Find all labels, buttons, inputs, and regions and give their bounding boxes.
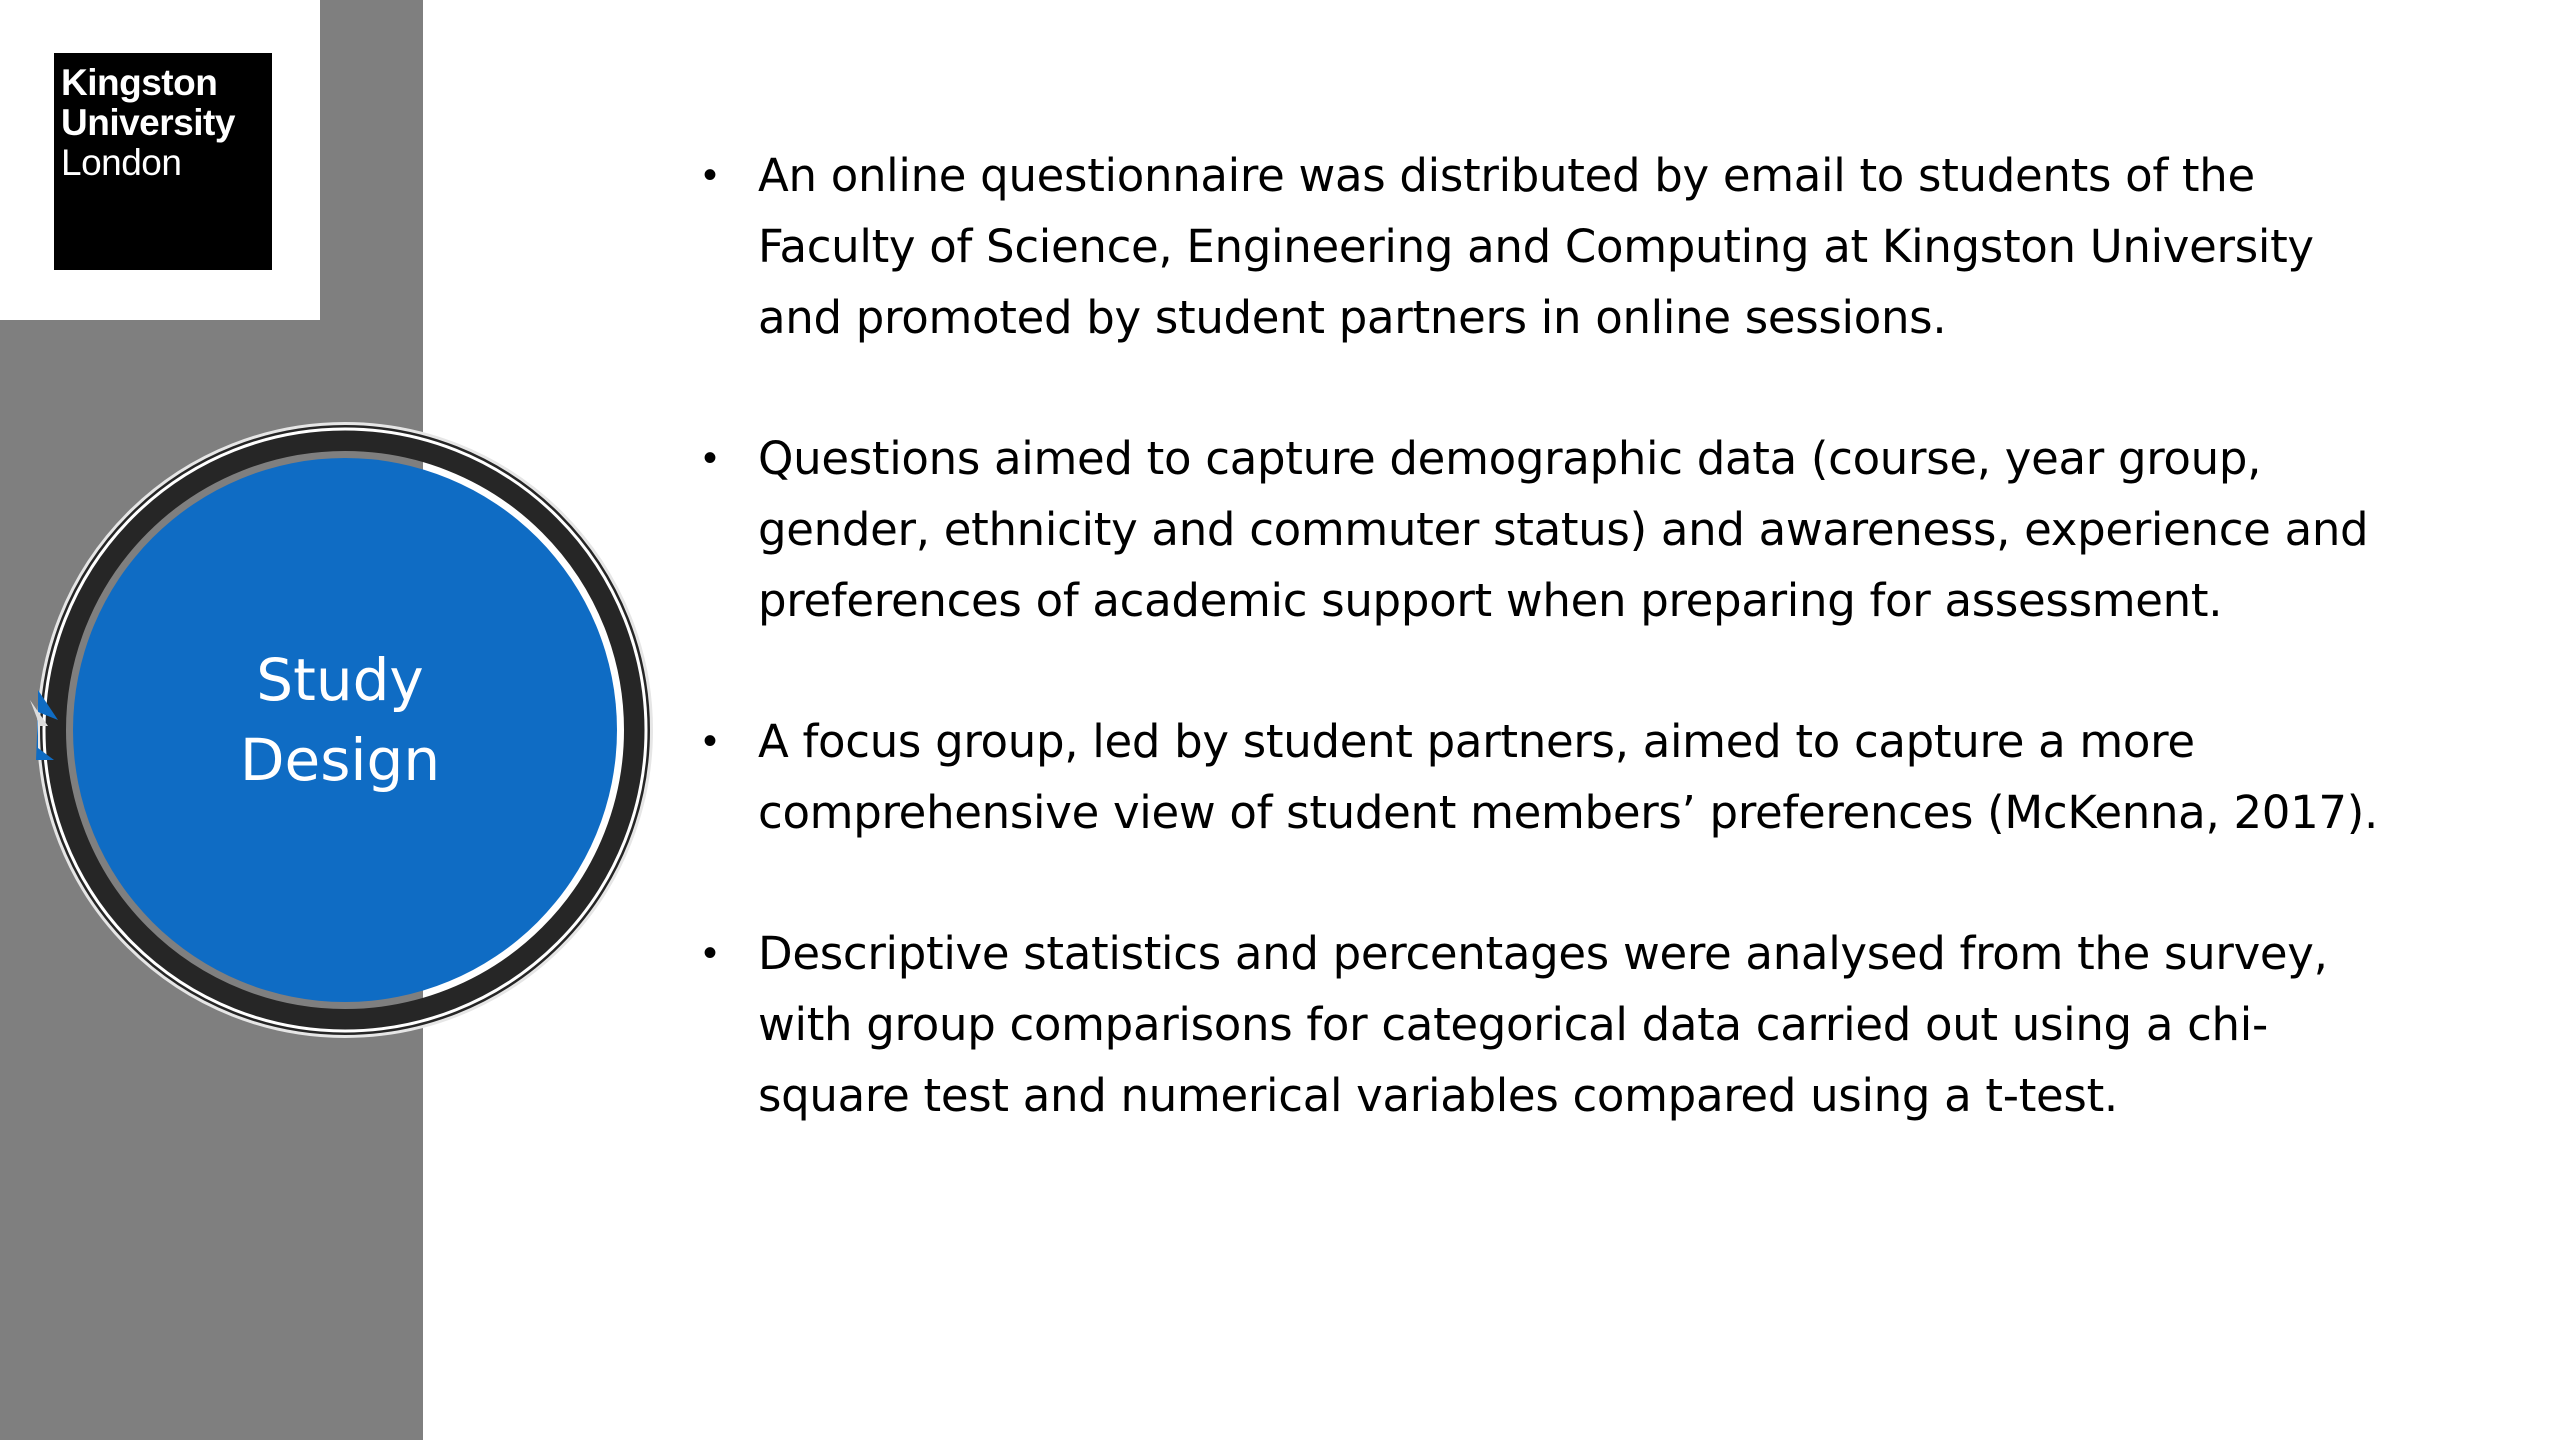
bullet-text: Questions aimed to capture demographic data (course, year group, gender, ethnicity and commuter status) and awareness, experience and preferences of academic support when preparing for assessment. <box>758 432 2369 627</box>
circular-arrow-icon <box>0 0 700 1100</box>
bullet-text: A focus group, led by student partners, aimed to capture a more comprehensive view of student members’ preferences (McKenna, 2017). <box>758 715 2379 839</box>
list-item <box>690 706 2520 848</box>
section-badge <box>0 0 700 1100</box>
list-item <box>690 918 2520 1131</box>
bullet-dot-icon: • <box>702 719 717 763</box>
list-item <box>690 423 2520 636</box>
logo-line-3: London <box>61 142 182 183</box>
bullet-dot-icon: • <box>702 436 717 480</box>
bullet-text: An online questionnaire was distributed by email to students of the Faculty of Science, Engineering and Computing at Kingston University and promoted by student partners in online sessions. <box>758 149 2314 344</box>
bullet-text: Descriptive statistics and percentages were analysed from the survey, with group comparisons for categorical data carried out using a chi- square test and numerical variables compared using a t-test. <box>758 927 2328 1122</box>
bullet-list <box>690 140 2520 1201</box>
bullet-dot-icon: • <box>702 153 717 197</box>
list-item <box>690 140 2520 353</box>
logo-line-2: University <box>61 102 235 143</box>
section-title <box>170 640 510 800</box>
section-title-text: Study Design <box>239 646 441 794</box>
bullet-dot-icon: • <box>702 931 717 975</box>
logo-line-1: Kingston <box>61 62 218 103</box>
